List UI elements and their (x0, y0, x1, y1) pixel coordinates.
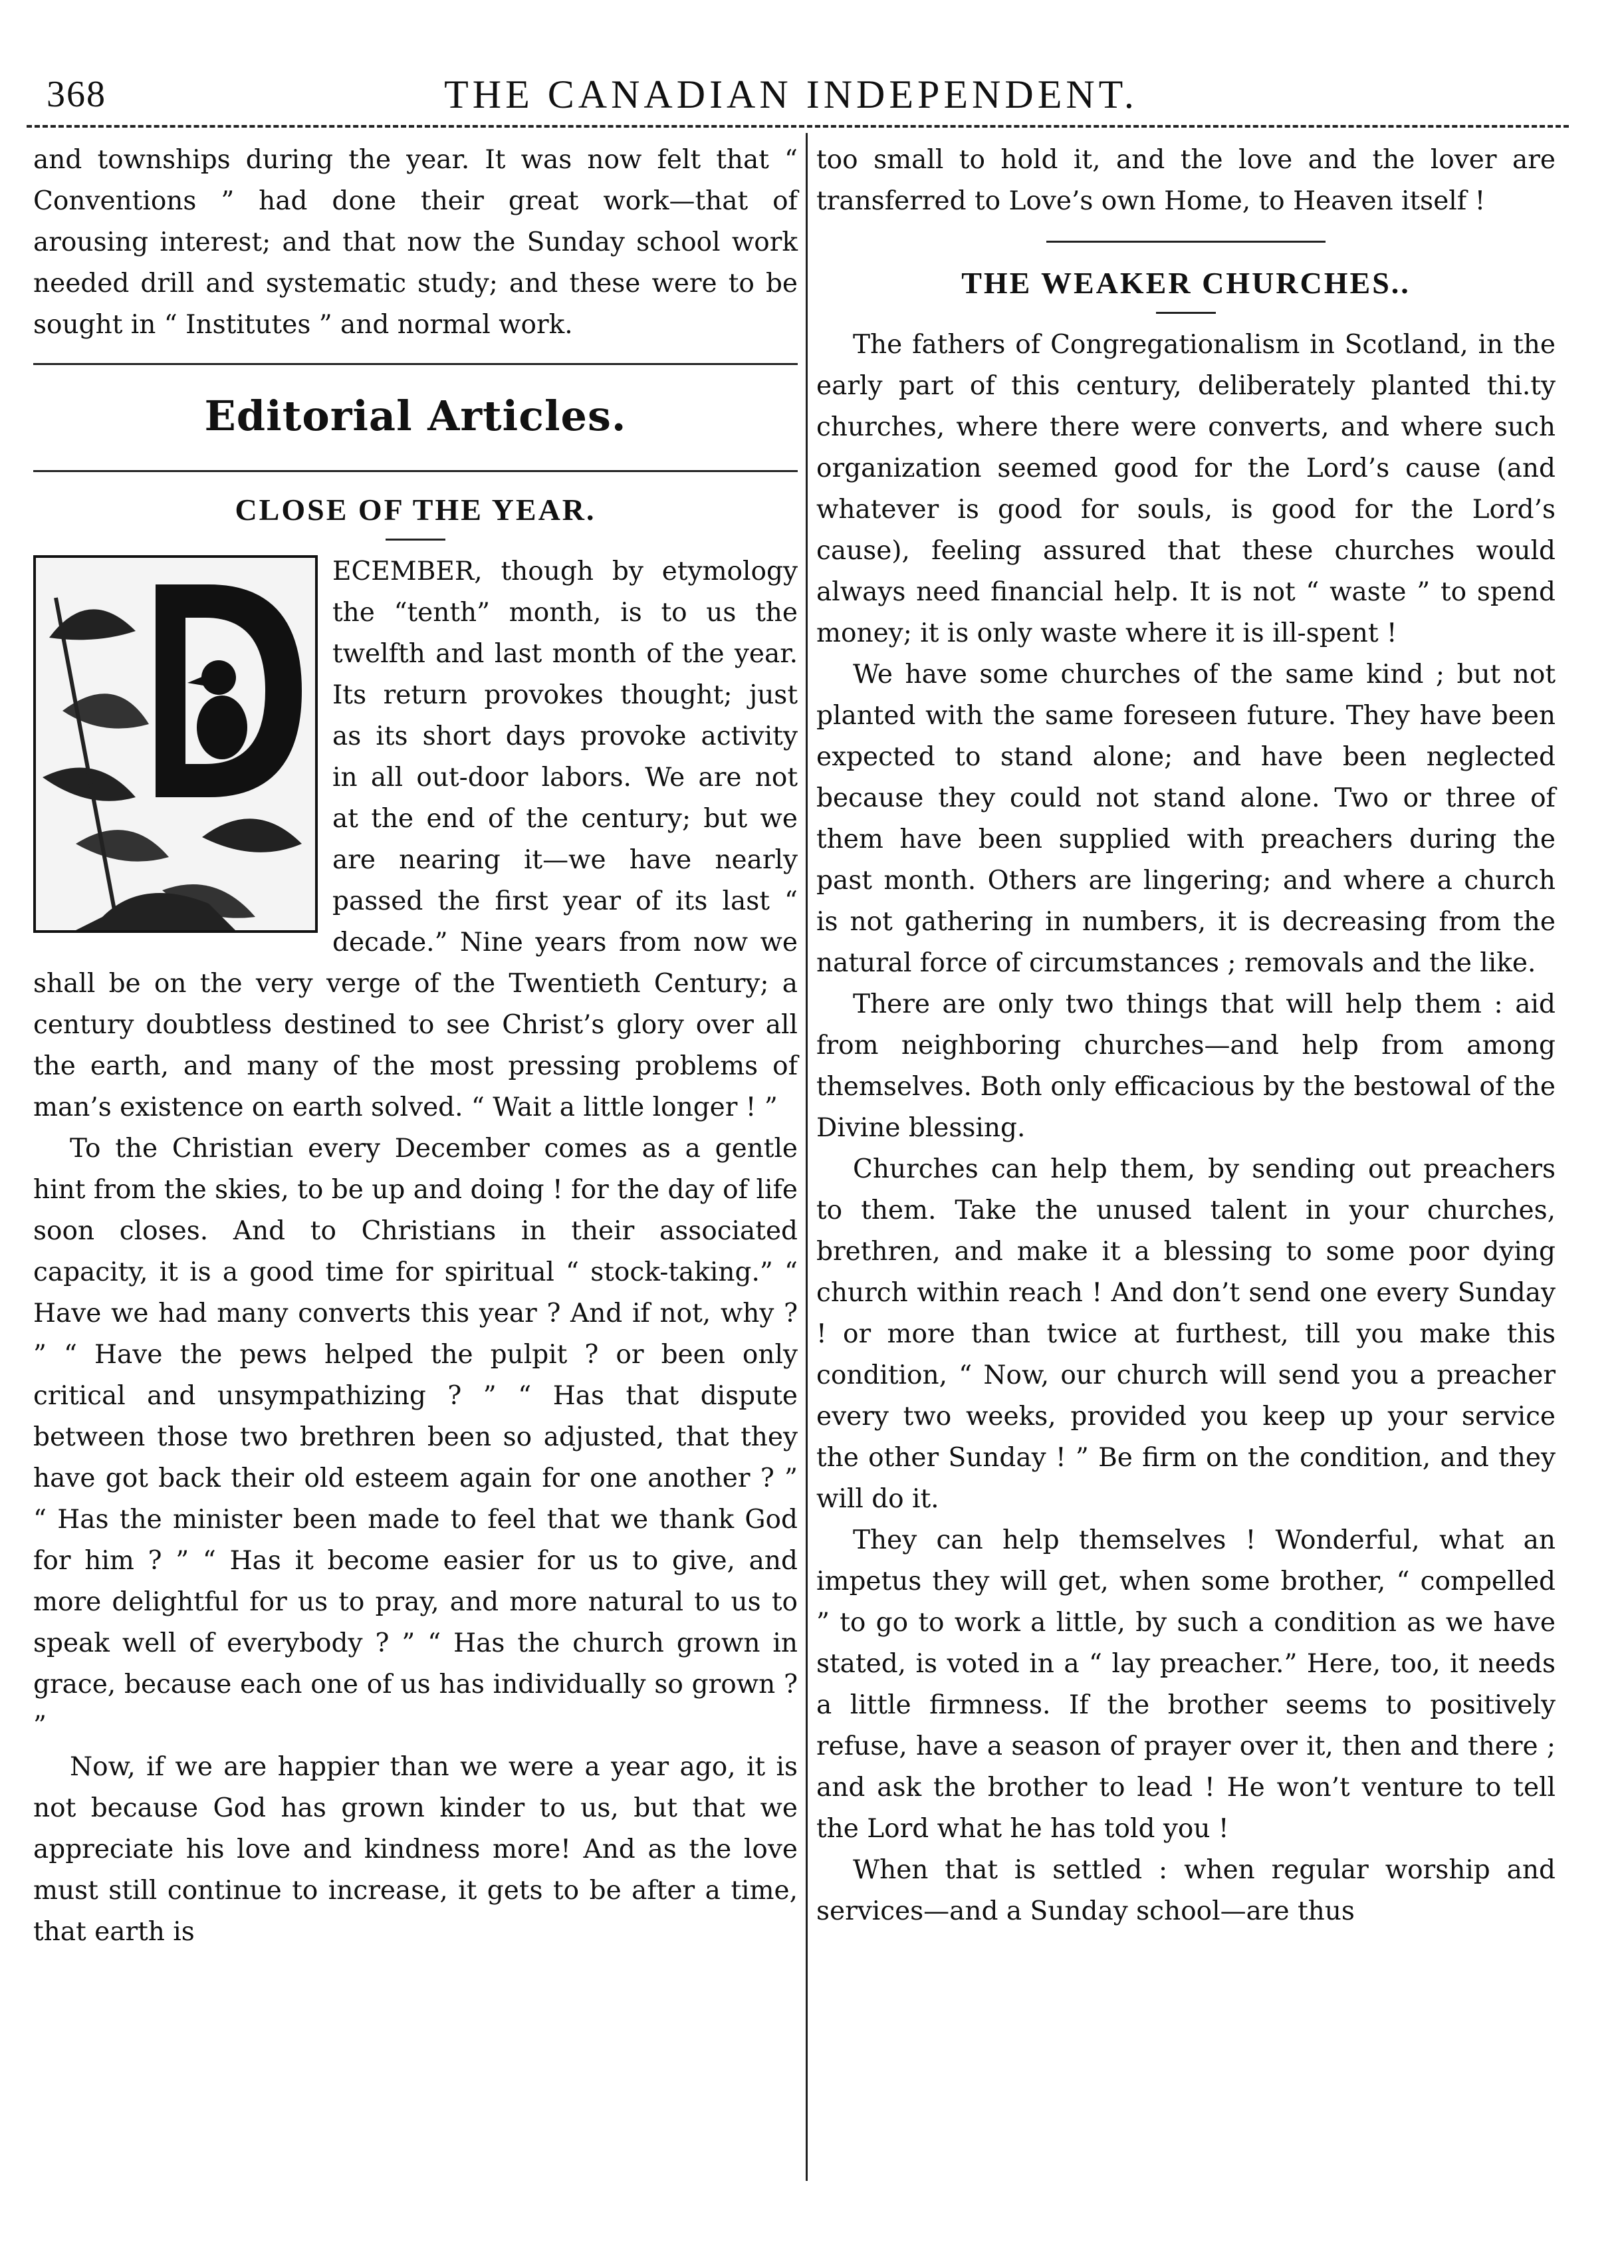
weaker-churches-paragraph-2: We have some churches of the same kind ; but not planted with the same foreseen future. They have been expected to stand alone; and have been neglected because they could not stand alone. Two or three of them have been supplied with preachers during the past month. Others are lingering; and where a church is not gathering in numbers, it is decreasing from the natural force of circumstances ; removals and the like. (816, 660, 1556, 978)
section-rule-top (33, 363, 798, 365)
left-column (33, 140, 798, 1953)
weaker-churches-paragraph-3: There are only two things that will help them : aid from neighboring churches—and help from among themselves. Both only efficacious by the bestowal of the Divine blessing. (816, 989, 1556, 1143)
close-of-year-paragraph-3: Now, if we are happier than we were a year ago, it is not because God has grown kinder to us, but that we appreciate his love and kindness more! And as the love must still continue to increase, it gets to be after a time, that earth is (33, 1752, 798, 1947)
weaker-churches-paragraph-4: Churches can help them, by sending out preachers to them. Take the unused talent in your churches, brethren, and make it a blessing to some poor dying church within reach ! And don’t send one every Sunday ! or more than twice at furthest, till you make this condition, “ Now, our church will send you a preacher every two weeks, provided you keep up your service the other Sunday ! ” Be firm on the condition, and they will do it. (816, 1154, 1556, 1514)
article-title-close-of-year: CLOSE OF THE YEAR. (235, 493, 596, 527)
dropcap-illustration (33, 555, 318, 933)
close-of-year-paragraph-1: ECEMBER, though by etymology the “tenth” month, is to us the twelfth and last month of the year. Its return provokes thought; just as its short days provoke activity in all out-door labors. We are not at the end of the century; but we are nearing it—we have nearly passed the first year of its last “ decade.” Nine years from now we shall be on the very verge of the Twentieth Century; a century doubtless destined to see Christ’s glory over all the earth, and many of the most pressing problems of man’s existence on earth solved. “ Wait a little longer ! ” (33, 557, 798, 1122)
journal-title: THE CANADIAN INDEPENDENT. (444, 72, 1138, 116)
right-title-rule (1156, 312, 1216, 314)
column-divider (806, 133, 808, 2181)
weaker-churches-paragraph-1: The fathers of Congregationalism in Scotland, in the early part of this century, deliberately planted thi.ty churches, where there were converts, and where such organization seemed good for the Lord’s cause (and whatever is good for souls, is good for the Lord’s cause), feeling assured that these churches would always need financial help. It is not “ waste ” to spend money; it is only waste where it is ill-spent ! (816, 330, 1556, 648)
right-intro-paragraph: too small to hold it, and the love and the lover are transferred to Love’s own Home, to Heaven itself ! (816, 145, 1556, 216)
right-column (816, 140, 1556, 1932)
page-number: 368 (47, 74, 106, 115)
weaker-churches-paragraph-5: They can help themselves ! Wonderful, what an impetus they will get, when some brother, “ compelled ” to go to work a little, by such a condition as we have stated, is voted in a “ lay preacher.” Here, too, it needs a little firmness. If the brother seems to positively refuse, have a season of prayer over it, then and there ; and ask the brother to lead ! He won’t venture to tell the Lord what he has told you ! (816, 1525, 1556, 1844)
article-title-weaker-churches: THE WEAKER CHURCHES.. (961, 266, 1411, 300)
left-intro-paragraph: and townships during the year. It was now felt that “ Conventions ” had done their great work—that of arousing interest; and that now the Sunday school work needed drill and systematic study; and these were to be sought in “ Institutes ” and normal work. (33, 145, 798, 340)
section-rule-bottom (33, 470, 798, 472)
foliage-ornament-icon (36, 558, 315, 930)
weaker-churches-paragraph-6: When that is settled : when regular worship and services—and a Sunday school—are thus (816, 1855, 1556, 1926)
title-rule (386, 539, 445, 541)
close-of-year-paragraph-2: To the Christian every December comes as a gentle hint from the skies, to be up and doing ! for the day of life soon closes. And to Christians in their associated capacity, it is a good time for spiritual “ stock-taking.” “ Have we had many converts this year ? And if not, why ? ” “ Have the pews helped the pulpit ? or been only critical and unsympathizing ? ” “ Has that dispute between those two brethren been so adjusted, that they have got back their old esteem again for one another ? ” “ Has the minister been made to feel that we thank God for him ? ” “ Has it become easier for us to give, and more delightful for us to pray, and more natural to us to speak well of everybody ? ” “ Has the church grown in grace, because each one of us has individually so grown ? ” (33, 1134, 798, 1741)
right-section-rule (1046, 241, 1326, 243)
page-header (27, 66, 1556, 120)
section-title: Editorial Articles. (204, 392, 627, 440)
header-rule (27, 125, 1569, 128)
